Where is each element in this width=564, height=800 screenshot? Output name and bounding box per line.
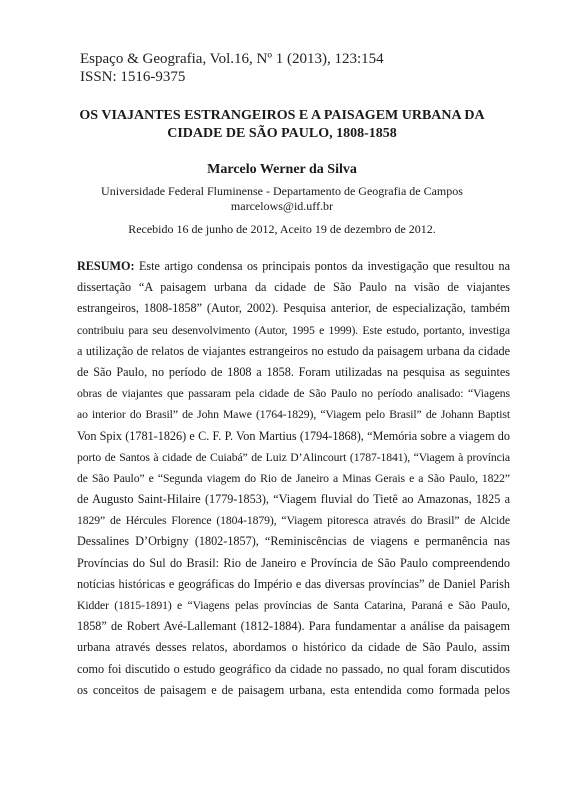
- author-affiliation: Universidade Federal Fluminense - Departamento de Geografia de Campos: [101, 184, 463, 198]
- abstract-line: Kidder (1815-1891) e “Viagens pelas províncias de Santa Catarina, Paraná e São Paulo,: [77, 599, 510, 612]
- article-title-line-2: CIDADE DE SÃO PAULO, 1808-1858: [167, 126, 397, 141]
- abstract-line: notícias históricas e geográficas do Império e das diversas províncias” de Daniel Parish: [77, 576, 510, 591]
- abstract-line: como foi discutido o estudo geográfico da cidade no passado, no qual foram discutidos: [77, 661, 510, 676]
- abstract-line: obras de viajantes que passaram pela cidade de São Paulo no período analisado: “Viagens: [77, 387, 510, 401]
- abstract-line: 1829” de Hércules Florence (1804-1879), “Viagem pitoresca através do Brasil” de Alcide: [77, 514, 510, 528]
- abstract-line: Von Spix (1781-1826) e C. F. P. Von Martius (1794-1868), “Memória sobre a viagem do: [77, 428, 510, 443]
- author-affiliation-block: [0, 184, 564, 214]
- abstract-first-line-text: Este artigo condensa os principais pontos da investigação que resultou na: [138, 259, 510, 273]
- abstract-line: urbana através desses relatos, abordamos o histórico da cidade de São Paulo, assim: [77, 640, 510, 655]
- journal-issn: ISSN: 1516-9375: [80, 69, 186, 85]
- abstract-line: [77, 259, 510, 280]
- abstract-line: de São Paulo” e “Segunda viagem do Rio de Janeiro a Minas Gerais e a São Paulo, 1822”: [77, 471, 510, 485]
- journal-citation: Espaço & Geografia, Vol.16, Nº 1 (2013), 123:154: [80, 51, 384, 67]
- abstract-line: a utilização de relatos de viajantes estrangeiros no estudo da paisagem urbana da cidade: [77, 343, 510, 358]
- abstract-line: de Augusto Saint-Hilaire (1779-1853), “Viagem fluvial do Tietê ao Amazonas, 1825 a: [77, 492, 510, 507]
- article-title: [60, 107, 504, 143]
- abstract-line: de São Paulo, no período de 1808 a 1858. Foram utilizadas na pesquisa as seguintes: [77, 364, 510, 379]
- abstract-line: 1858” de Robert Avé-Lallemant (1812-1884). Para fundamentar a análise da paisagem: [77, 619, 510, 634]
- abstract-line: os conceitos de paisagem e de paisagem urbana, esta entendida como formada pelos: [77, 682, 510, 697]
- abstract-line: dissertação “A paisagem urbana da cidade de São Paulo na visão de viajantes: [77, 280, 510, 295]
- journal-header: [80, 50, 384, 86]
- submission-dates: Recebido 16 de junho de 2012, Aceito 19 de dezembro de 2012.: [128, 222, 436, 236]
- article-title-line-1: OS VIAJANTES ESTRANGEIROS E A PAISAGEM URBANA DA: [79, 108, 485, 123]
- abstract: [77, 259, 510, 704]
- abstract-label: RESUMO:: [77, 259, 135, 273]
- abstract-line: contribuiu para seu desenvolvimento (Autor, 1995 e 1999). Este estudo, portanto, investiga: [77, 323, 510, 337]
- article-author: Marcelo Werner da Silva: [207, 162, 357, 177]
- abstract-line: estrangeiros, 1808-1858” (Autor, 2002). Pesquisa anterior, de especialização, também: [77, 301, 510, 316]
- abstract-line: Províncias do Sul do Brasil: Rio de Janeiro e Província de São Paulo compreendendo: [77, 555, 510, 570]
- abstract-line: porto de Santos à cidade de Cuiabá” de Luiz D’Alincourt (1787-1841), “Viagem à província: [77, 450, 510, 464]
- abstract-line: ao interior do Brasil” de John Mawe (1764-1829), “Viagem pelo Brasil” de Johann Baptist: [77, 408, 510, 422]
- author-email: marcelows@id.uff.br: [230, 199, 334, 213]
- abstract-line: Dessalines D’Orbigny (1802-1857), “Reminiscências de viagens e permanência nas: [77, 534, 510, 549]
